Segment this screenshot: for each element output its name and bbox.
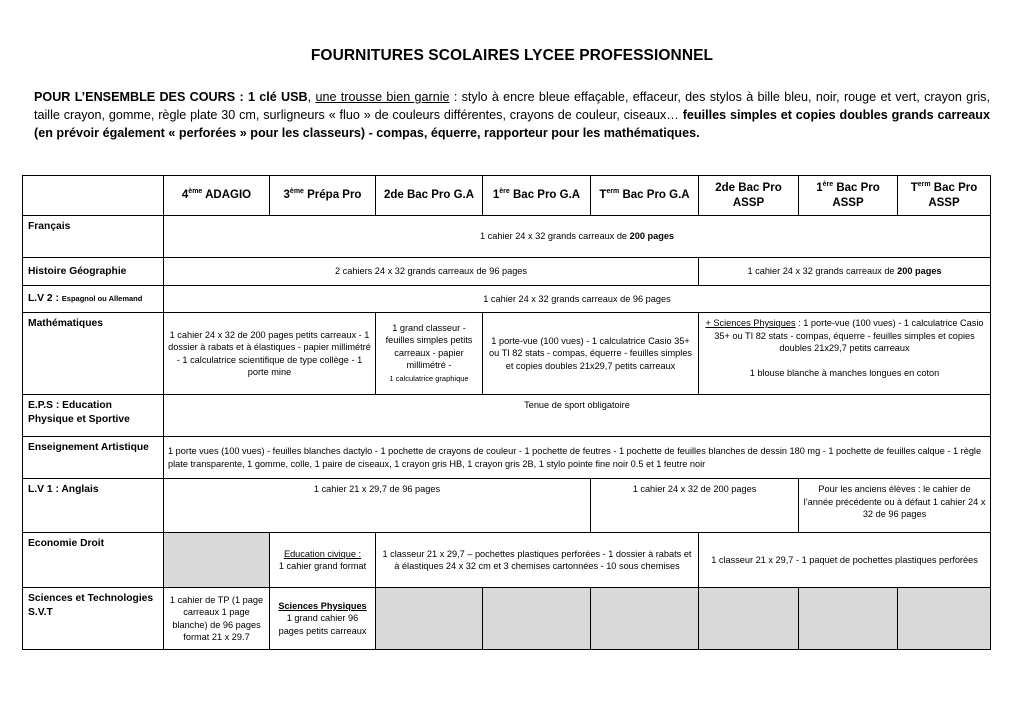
row-francais bbox=[23, 216, 991, 258]
row-eps bbox=[23, 395, 991, 437]
cell-lv1-right: Pour les anciens élèves : le cahier de l’année précédente ou à défaut 1 cahier 24 x 32 de 96 pages bbox=[799, 479, 991, 533]
header-term-bac-pro-ga: $T^{erm}$ Bac Pro G.A bbox=[591, 176, 699, 216]
cell-svt-empty-3 bbox=[591, 588, 699, 650]
intro-rest: : stylo à encre bleue effaçable, effaceur, des stylos à bille bleu, noir, rouge et vert, crayon gris, taille crayon, gomme, règle plate 30 cm, surligneurs « fluo » de couleurs différentes, crayons de couleur, ciseaux… bbox=[34, 90, 990, 122]
subject-histoire-geographie: Histoire Géographie bbox=[23, 258, 164, 286]
cell-svt-3eme: Sciences Physiques 1 grand cahier 96 pages petits carreaux bbox=[270, 588, 376, 650]
subject-eps: E.P.S : Education Physique et Sportive bbox=[23, 395, 164, 437]
header-row bbox=[23, 176, 991, 216]
cell-arts-all: 1 porte vues (100 vues) - feuilles blanches dactylo - 1 pochette de crayons de couleur - 1 pochette de feutres - 1 pochette de feuilles blanches de dessin 180 mg - 1 pochette de feuilles calque - 1 règle plate transparente, 1 gomme, colle, 1 paire de ciseaux, 1 crayon gris HB, 1 crayon gris 2B, 1 stylo pointe fine noir 0.5 et 1 feutre noir bbox=[164, 437, 991, 479]
row-lv1-anglais bbox=[23, 479, 991, 533]
cell-svt-empty-1 bbox=[376, 588, 483, 650]
intro-trousse: une trousse bien garnie bbox=[315, 90, 450, 104]
cell-lv2-all: 1 cahier 24 x 32 grands carreaux de 96 pages bbox=[164, 286, 991, 313]
cell-histoire-right: 1 cahier 24 x 32 grands carreaux de 200 pages bbox=[699, 258, 991, 286]
cell-histoire-left: 2 cahiers 24 x 32 grands carreaux de 96 pages bbox=[164, 258, 699, 286]
cell-maths-2de-ga: 1 grand classeur - feuilles simples petits carreaux - papier millimétré - 1 calculatrice graphique bbox=[376, 313, 483, 395]
row-enseignement-artistique bbox=[23, 437, 991, 479]
cell-eco-4eme-empty bbox=[164, 533, 270, 588]
cell-maths-assp: + Sciences Physiques : 1 porte-vue (100 vues) - 1 calculatrice Casio 35+ ou TI 82 stats - compas, équerre - feuilles simples et copies doubles 21x29,7 petits carreaux 1 blouse blanche à manches longues en coton bbox=[699, 313, 991, 395]
subject-francais: Français bbox=[23, 216, 164, 258]
supplies-table bbox=[22, 175, 991, 650]
cell-eco-ga: 1 classeur 21 x 29,7 – pochettes plastiques perforées - 1 dossier à rabats et à élastiques 24 x 32 cm et 3 chemises cartonnées - 10 sous chemises bbox=[376, 533, 699, 588]
cell-lv1-middle: 1 cahier 24 x 32 de 200 pages bbox=[591, 479, 799, 533]
header-2de-bac-pro-assp: 2de Bac Pro ASSP bbox=[699, 176, 799, 216]
cell-svt-empty-5 bbox=[799, 588, 898, 650]
header-1ere-bac-pro-ga: 1ère Bac Pro G.A bbox=[483, 176, 591, 216]
subject-economie-droit: Economie Droit bbox=[23, 533, 164, 588]
header-3eme-prepa-pro: 3ème Prépa Pro bbox=[270, 176, 376, 216]
cell-svt-empty-4 bbox=[699, 588, 799, 650]
subject-lv2: L.V 2 : Espagnol ou Allemand bbox=[23, 286, 164, 313]
header-term-bac-pro-assp: $T^{erm}$ Bac Pro ASSP bbox=[898, 176, 991, 216]
row-mathematiques bbox=[23, 313, 991, 395]
cell-maths-1ere-term-ga: 1 porte-vue (100 vues) - 1 calculatrice Casio 35+ ou TI 82 stats - compas, équerre - feuilles simples et copies doubles 21x29,7 petits carreaux bbox=[483, 313, 699, 395]
cell-eps-all: Tenue de sport obligatoire bbox=[164, 395, 991, 437]
cell-svt-4eme: 1 cahier de TP (1 page carreaux 1 page blanche) de 96 pages format 21 x 29.7 bbox=[164, 588, 270, 650]
intro-sep: , bbox=[307, 90, 316, 104]
cell-lv1-left: 1 cahier 21 x 29,7 de 96 pages bbox=[164, 479, 591, 533]
subject-sciences-svt: Sciences et Technologies S.V.T bbox=[23, 588, 164, 650]
row-sciences-svt bbox=[23, 588, 991, 650]
row-lv2 bbox=[23, 286, 991, 313]
intro-lead: POUR L’ENSEMBLE DES COURS : 1 clé USB bbox=[34, 90, 308, 104]
cell-eco-assp: 1 classeur 21 x 29,7 - 1 paquet de pochettes plastiques perforées bbox=[699, 533, 991, 588]
cell-svt-empty-6 bbox=[898, 588, 991, 650]
header-4eme-adagio: 4ème ADAGIO bbox=[164, 176, 270, 216]
subject-lv1-anglais: L.V 1 : Anglais bbox=[23, 479, 164, 533]
header-corner bbox=[23, 176, 164, 216]
intro-paragraph bbox=[34, 88, 990, 142]
header-1ere-bac-pro-assp: 1ère Bac Pro ASSP bbox=[799, 176, 898, 216]
row-economie-droit bbox=[23, 533, 991, 588]
page-title: FOURNITURES SCOLAIRES LYCEE PROFESSIONNEL bbox=[310, 47, 714, 64]
cell-francais-all: 1 cahier 24 x 32 grands carreaux de 200 pages bbox=[164, 216, 991, 258]
intro-bold-end: feuilles simples et copies doubles grands carreaux (en prévoir également « perforées » pour les classeurs) - compas, équerre, rapporteur pour les mathématiques. bbox=[34, 108, 990, 140]
cell-eco-3eme: Education civique : 1 cahier grand format bbox=[270, 533, 376, 588]
subject-mathematiques: Mathématiques bbox=[23, 313, 164, 395]
subject-enseignement-artistique: Enseignement Artistique bbox=[23, 437, 164, 479]
cell-svt-empty-2 bbox=[483, 588, 591, 650]
cell-maths-college: 1 cahier 24 x 32 de 200 pages petits carreaux - 1 dossier à rabats et à élastiques - papier millimétré - 1 calculatrice scientifique de type collège - 1 porte mine bbox=[164, 313, 376, 395]
header-2de-bac-pro-ga: 2de Bac Pro G.A bbox=[376, 176, 483, 216]
row-histoire-geographie bbox=[23, 258, 991, 286]
